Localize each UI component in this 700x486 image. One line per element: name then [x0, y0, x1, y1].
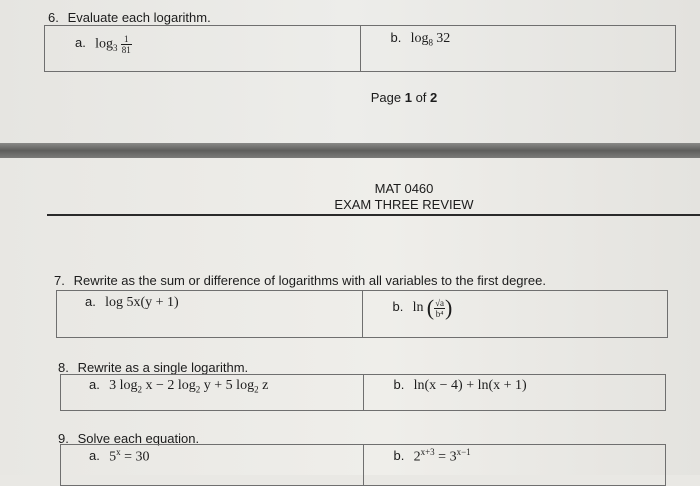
answer-cell-a [57, 291, 362, 337]
term-1: 3 log [109, 378, 138, 393]
question-number: 8. [58, 360, 69, 375]
term-3: y + 5 log [200, 378, 255, 393]
fraction [434, 298, 445, 319]
page-middle: of [411, 90, 431, 105]
question-9-answer-box [60, 444, 666, 486]
answer-label: b. [393, 377, 405, 392]
fraction [121, 34, 132, 55]
answer-label: a. [89, 377, 100, 392]
answer-a [75, 34, 132, 55]
log-base: 3 [112, 43, 118, 54]
answer-b [391, 30, 451, 48]
question-number: 7. [54, 273, 65, 288]
question-number: 9. [58, 431, 69, 446]
page-prefix: Page [370, 90, 405, 105]
log-argument: 32 [436, 31, 451, 46]
term-4: z [258, 378, 269, 393]
answer-a [89, 447, 150, 465]
page-total: 2 [430, 90, 438, 105]
answer-label: a. [75, 35, 86, 51]
question-8-answer-box [60, 374, 666, 411]
answer-b [394, 377, 527, 394]
expression: ln(x − 4) + ln(x + 1) [413, 378, 527, 393]
term-2: x − 2 log [141, 378, 196, 393]
expression: log 5x(y + 1) [105, 295, 179, 310]
answer-b [394, 447, 471, 465]
fraction-numerator: 1 [121, 34, 132, 45]
left-paren: ( [426, 295, 435, 320]
page-current: 1 [404, 90, 412, 105]
question-prompt: Evaluate each logarithm. [67, 10, 211, 25]
rhs: = 30 [120, 449, 150, 465]
answer-cell-a [61, 375, 363, 410]
base-1: 2 [413, 449, 421, 465]
page-footer [54, 90, 700, 105]
question-prompt: Solve each equation. [77, 431, 200, 446]
page-title: EXAM THREE REVIEW [334, 197, 474, 212]
answer-b [393, 295, 453, 321]
question-6-heading [48, 10, 211, 25]
answer-a [89, 377, 268, 395]
right-paren: ) [445, 295, 453, 320]
exponent-1: x+3 [420, 447, 435, 457]
log-base: 8 [428, 37, 433, 48]
question-8-heading [58, 360, 248, 375]
question-prompt: Rewrite as a single logarithm. [77, 360, 249, 375]
question-number: 6. [48, 10, 59, 25]
answer-cell-b [362, 291, 668, 337]
header-rule [47, 214, 700, 216]
answer-label: a. [85, 294, 96, 309]
answer-cell-a [45, 26, 360, 71]
answer-cell-b [363, 375, 666, 410]
answer-cell-b [363, 445, 666, 485]
answer-label: b. [393, 448, 405, 464]
log-text: log [95, 36, 113, 52]
log-text: log [410, 31, 429, 46]
middle: = 3 [434, 449, 457, 465]
answer-label: a. [89, 448, 100, 464]
question-7-answer-box [56, 290, 668, 338]
base: 5 [109, 449, 117, 465]
answer-a [85, 294, 179, 311]
answer-label: b. [392, 298, 404, 314]
question-prompt: Rewrite as the sum or difference of logarithms with all variables to the first degree. [73, 273, 546, 288]
exponent: x [116, 447, 121, 457]
exponent-2: x−1 [456, 447, 471, 457]
ln-text: ln [412, 299, 424, 315]
log-base: 2 [254, 384, 259, 395]
log-base: 2 [137, 384, 142, 395]
answer-cell-a [61, 445, 363, 485]
fraction-denominator: 81 [121, 45, 131, 55]
answer-cell-b [360, 26, 676, 71]
fraction-denominator: b⁴ [435, 308, 444, 319]
question-6-answer-box [44, 25, 676, 72]
fraction-numerator: √a [435, 297, 444, 308]
course-code: MAT 0460 [374, 181, 434, 196]
question-7-heading [54, 273, 546, 288]
page-divider [0, 143, 700, 158]
answer-label: b. [390, 30, 402, 45]
log-base: 2 [195, 384, 201, 395]
